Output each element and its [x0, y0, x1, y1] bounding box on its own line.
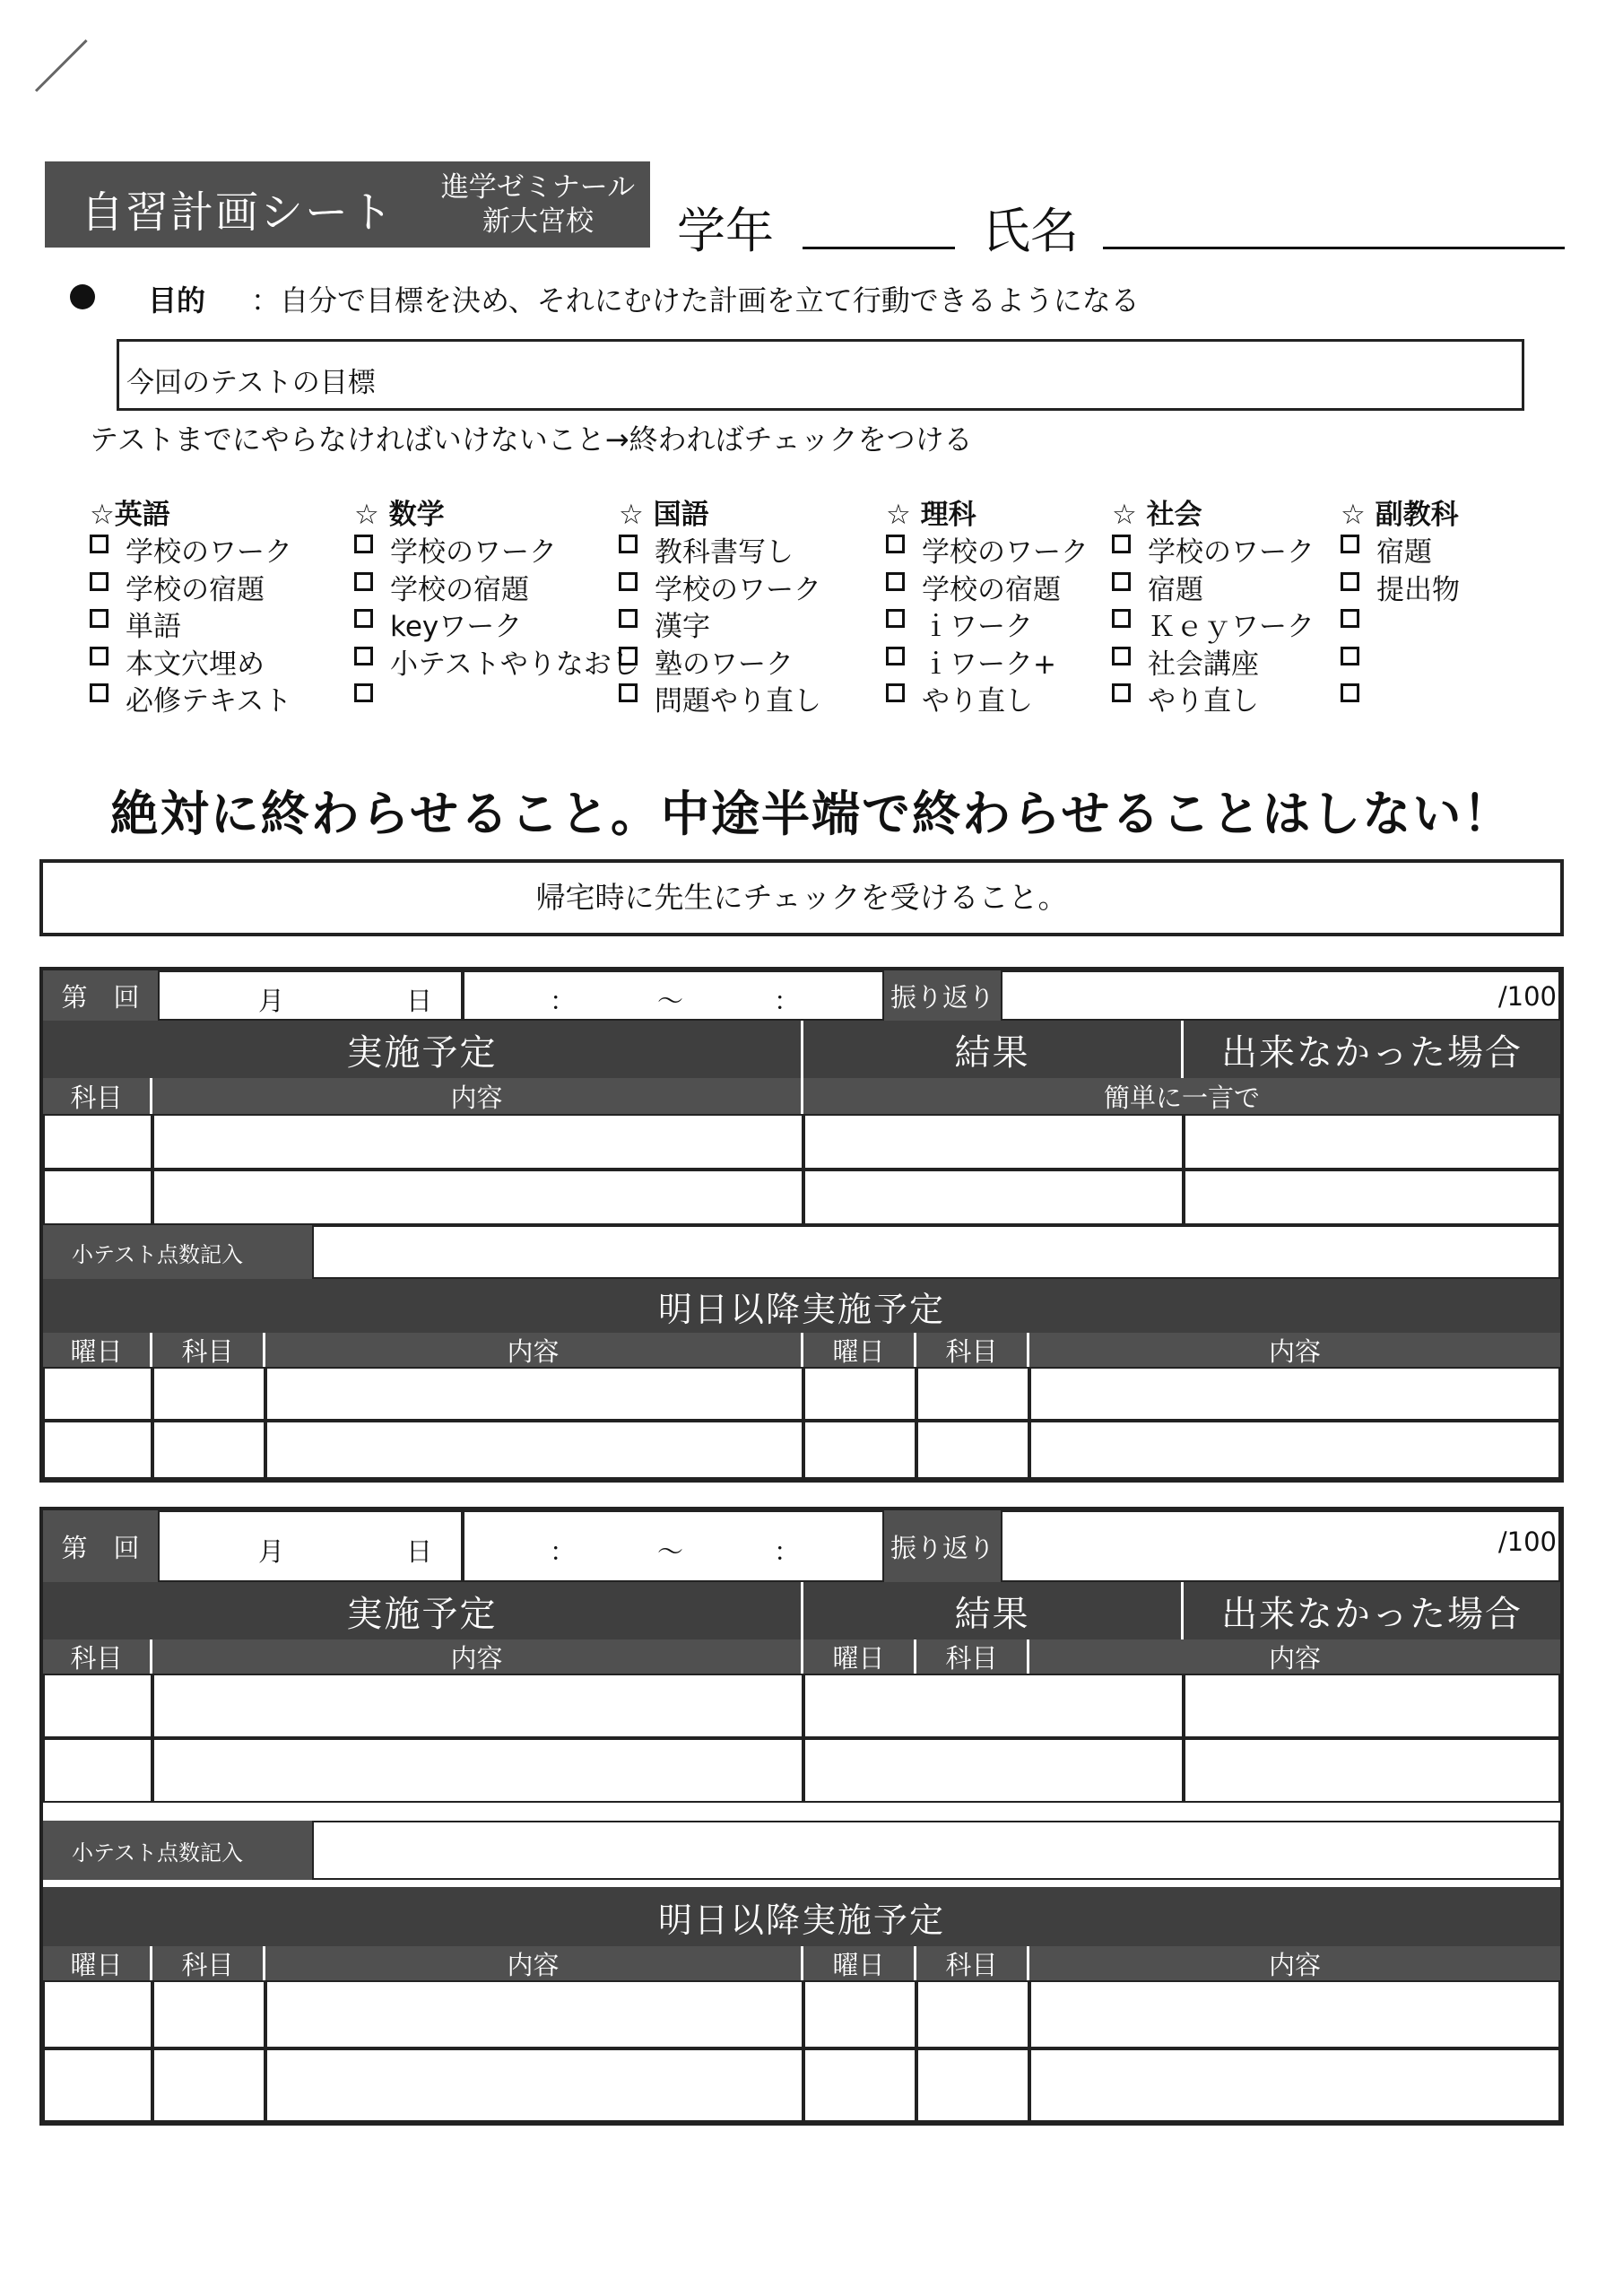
bullet-icon	[70, 284, 95, 309]
sub-subject-header: 科目	[916, 1639, 1029, 1674]
plan-header: 実施予定	[43, 1582, 803, 1639]
checkbox[interactable]	[1112, 572, 1131, 591]
quiz-score-field[interactable]	[312, 1225, 1560, 1279]
checkbox[interactable]	[1341, 535, 1359, 553]
future-plan-header: 明日以降実施予定	[43, 1279, 1560, 1333]
checklist-item[interactable]	[1112, 567, 1315, 604]
checklist-item-label: 学校のワーク	[126, 536, 292, 569]
checkbox[interactable]	[354, 609, 373, 628]
future-weekday-cell[interactable]	[43, 1367, 152, 1421]
checklist-item-label: 学校のワーク	[1148, 536, 1315, 569]
checklist-item-label: 本文穴埋め	[126, 648, 265, 681]
checklist-item[interactable]	[619, 641, 821, 679]
future-content-cell[interactable]	[1029, 1980, 1560, 2048]
failed-cell[interactable]	[1184, 1674, 1560, 1738]
review-label: 振り返り	[890, 981, 994, 1013]
checklist-item[interactable]	[90, 678, 292, 716]
month-label: 月	[258, 1536, 285, 1567]
checklist-item-label: 社会講座	[1148, 648, 1259, 681]
checklist-item-label: 漢字	[655, 611, 710, 643]
day-label: 日	[406, 986, 433, 1016]
result-cell[interactable]	[803, 1674, 1184, 1738]
school-name-line2: 新大宮校	[482, 205, 594, 238]
future-subject-cell[interactable]	[152, 1421, 265, 1479]
checklist-item-label: 必修テキスト	[126, 685, 292, 718]
result-cell[interactable]	[803, 1738, 1184, 1803]
time-tilde: ～	[657, 986, 684, 1016]
time-field[interactable]	[463, 1510, 884, 1582]
future-weekday-cell[interactable]	[803, 1421, 916, 1479]
checklist-item[interactable]	[354, 678, 639, 716]
time-sep-2: ：	[774, 986, 801, 1016]
result-cell[interactable]	[803, 1170, 1184, 1225]
weekday-col-header: 曜日	[803, 1946, 916, 1980]
checklist-item-label: やり直し	[922, 685, 1033, 718]
future-content-cell[interactable]	[1029, 1421, 1560, 1479]
subject-col-header: 科目	[43, 1078, 152, 1114]
checklist-item-label: 提出物	[1376, 573, 1460, 606]
future-content-cell[interactable]	[265, 1421, 803, 1479]
todo-instruction: テストまでにやらなければいけないこと→終わればチェックをつける	[90, 422, 973, 457]
score-max: /100	[1497, 981, 1557, 1012]
grade-field[interactable]	[803, 247, 955, 249]
checklist-item-label: 問題やり直し	[655, 685, 821, 718]
time-tilde: ～	[657, 1536, 684, 1567]
checklist-item[interactable]	[886, 641, 1089, 679]
checkbox[interactable]	[619, 647, 638, 665]
plan-subject-cell[interactable]	[43, 1738, 152, 1803]
checklist-item-label: 学校の宿題	[126, 573, 265, 606]
future-content-col-header: 内容	[1029, 1946, 1560, 1980]
checkbox[interactable]	[619, 535, 638, 553]
checkbox[interactable]	[619, 572, 638, 591]
time-field[interactable]	[463, 970, 884, 1021]
weekday-col-header: 曜日	[43, 1946, 152, 1980]
checklist-item[interactable]	[90, 567, 292, 604]
checklist-item-label: Ｋｅｙワーク	[1148, 611, 1315, 643]
slogan: 絶対に終わらせること。中途半端で終わらせることはしない！	[109, 786, 1514, 842]
sub-weekday-header: 曜日	[803, 1639, 916, 1674]
future-content-col-header: 内容	[265, 1946, 803, 1980]
failed-cell[interactable]	[1184, 1738, 1560, 1803]
checklist-subject-heading: ☆ 理科	[886, 499, 976, 531]
future-subject-cell[interactable]	[916, 1421, 1029, 1479]
plan-subject-cell[interactable]	[43, 1114, 152, 1170]
checklist-item[interactable]	[886, 567, 1089, 604]
checkbox[interactable]	[1341, 683, 1359, 702]
content-col-header: 内容	[152, 1639, 803, 1674]
month-label: 月	[258, 986, 285, 1016]
quiz-score-label: 小テスト点数記入	[43, 1225, 312, 1279]
review-score-field[interactable]	[1001, 970, 1560, 1021]
plan-content-cell[interactable]	[152, 1114, 803, 1170]
checklist-item[interactable]	[1341, 529, 1460, 567]
future-weekday-cell[interactable]	[803, 1980, 916, 2048]
checkbox[interactable]	[1341, 609, 1359, 628]
checklist-subject-heading: ☆ 数学	[354, 499, 445, 531]
checklist-column	[1341, 491, 1460, 716]
weekday-col-header: 曜日	[43, 1333, 152, 1367]
checkbox[interactable]	[886, 683, 905, 702]
checklist-item-label: 小テストやりなおし	[390, 648, 639, 681]
score-max: /100	[1497, 1526, 1557, 1557]
checklist-item-label: やり直し	[1148, 685, 1259, 718]
future-plan-header: 明日以降実施予定	[43, 1887, 1560, 1946]
checklist-item[interactable]	[619, 604, 821, 641]
failed-cell[interactable]	[1184, 1170, 1560, 1225]
checklist-item[interactable]	[619, 678, 821, 716]
checklist-item[interactable]	[1341, 604, 1460, 641]
review-score-field[interactable]	[1001, 1510, 1560, 1582]
future-subject-cell[interactable]	[152, 1367, 265, 1421]
checkbox[interactable]	[1112, 609, 1131, 628]
session-label: 第 回	[61, 1532, 140, 1563]
checkbox[interactable]	[886, 535, 905, 553]
checklist-subject-heading: ☆英語	[90, 499, 170, 531]
checklist-item[interactable]	[90, 529, 292, 567]
checklist-item-label: 学校の宿題	[390, 573, 529, 606]
future-content-cell[interactable]	[265, 1367, 803, 1421]
future-content-cell[interactable]	[1029, 2048, 1560, 2122]
session-cell	[43, 1510, 158, 1582]
checklist-item-label: 単語	[126, 611, 181, 643]
sub-right-header: 簡単に一言で	[803, 1078, 1560, 1114]
plan-subject-cell[interactable]	[43, 1170, 152, 1225]
pen-stroke-mark	[35, 39, 88, 92]
checkbox[interactable]	[354, 572, 373, 591]
future-content-col-header: 内容	[1029, 1333, 1560, 1367]
checklist-item[interactable]	[1112, 678, 1315, 716]
checklist-item[interactable]	[354, 567, 639, 604]
checklist-column	[90, 491, 292, 716]
future-weekday-cell[interactable]	[43, 1980, 152, 2048]
study-record-section-1	[39, 967, 1564, 1483]
checklist-item[interactable]	[354, 604, 639, 641]
failed-header: 出来なかった場合	[1184, 1582, 1560, 1639]
result-cell[interactable]	[803, 1114, 1184, 1170]
checkbox[interactable]	[90, 535, 108, 553]
failed-header: 出来なかった場合	[1184, 1021, 1560, 1078]
checkbox[interactable]	[354, 647, 373, 665]
checklist-column	[886, 491, 1089, 716]
time-sep-1: ：	[550, 986, 577, 1016]
checklist-item[interactable]	[1112, 641, 1315, 679]
checklist-item[interactable]	[90, 604, 292, 641]
checklist-item[interactable]	[1341, 567, 1460, 604]
checklist-item[interactable]	[619, 567, 821, 604]
review-label: 振り返り	[890, 1532, 994, 1563]
checkbox[interactable]	[886, 572, 905, 591]
checklist-item[interactable]	[886, 678, 1089, 716]
study-record-section-2	[39, 1507, 1564, 2126]
checkbox[interactable]	[354, 683, 373, 702]
quiz-score-field[interactable]	[312, 1821, 1560, 1880]
checklist-subject-heading: ☆ 国語	[619, 499, 709, 531]
session-cell	[43, 970, 158, 1021]
time-sep-1: ：	[550, 1536, 577, 1567]
future-subject-col-header: 科目	[152, 1946, 265, 1980]
checkbox[interactable]	[90, 647, 108, 665]
checkbox[interactable]	[886, 647, 905, 665]
checklist-item-label: 学校のワーク	[655, 573, 821, 606]
name-label: 氏名	[982, 203, 1079, 259]
checklist-column	[354, 491, 639, 716]
checkbox[interactable]	[1112, 535, 1131, 553]
plan-header: 実施予定	[43, 1021, 803, 1078]
future-subject-col-header: 科目	[916, 1946, 1029, 1980]
checkbox[interactable]	[886, 609, 905, 628]
content-col-header: 内容	[152, 1078, 803, 1114]
checklist-item[interactable]	[1112, 529, 1315, 567]
future-subject-col-header: 科目	[916, 1333, 1029, 1367]
sub-content-header: 内容	[1029, 1639, 1560, 1674]
weekday-col-header: 曜日	[803, 1333, 916, 1367]
checklist-item[interactable]	[354, 641, 639, 679]
checklist-item-label: ｉワーク+	[922, 648, 1056, 681]
future-subject-cell[interactable]	[916, 1367, 1029, 1421]
purpose-label: 目的	[148, 283, 206, 317]
checklist-subject-heading: ☆ 副教科	[1341, 499, 1459, 531]
checklist-item-label: 教科書写し	[655, 536, 794, 569]
checkbox[interactable]	[1341, 572, 1359, 591]
time-sep-2: ：	[774, 1536, 801, 1567]
day-label: 日	[406, 1536, 433, 1567]
checklist-item-label: 学校の宿題	[922, 573, 1061, 606]
future-content-cell[interactable]	[1029, 1367, 1560, 1421]
review-cell	[884, 1510, 1001, 1582]
checklist-item[interactable]	[1341, 678, 1460, 716]
future-subject-col-header: 科目	[152, 1333, 265, 1367]
school-name	[430, 170, 646, 239]
notice-box: 帰宅時に先生にチェックを受けること。	[39, 859, 1564, 936]
review-cell	[884, 970, 1001, 1021]
checklist-item-label: ｉワーク	[922, 611, 1033, 643]
future-subject-cell[interactable]	[152, 1980, 265, 2048]
failed-cell[interactable]	[1184, 1114, 1560, 1170]
checkbox[interactable]	[619, 609, 638, 628]
sheet-title: 自習計画シート	[81, 187, 395, 238]
checklist-item-label: 学校のワーク	[922, 536, 1089, 569]
result-header: 結果	[803, 1582, 1184, 1639]
checklist-item[interactable]	[886, 604, 1089, 641]
future-weekday-cell[interactable]	[43, 2048, 152, 2122]
date-field[interactable]	[158, 970, 463, 1021]
checkbox[interactable]	[1341, 647, 1359, 665]
plan-content-cell[interactable]	[152, 1674, 803, 1738]
checkbox[interactable]	[90, 572, 108, 591]
checklist-item-label: 学校のワーク	[390, 536, 557, 569]
date-field[interactable]	[158, 1510, 463, 1582]
future-content-col-header: 内容	[265, 1333, 803, 1367]
checklist-subject-heading: ☆ 社会	[1112, 499, 1202, 531]
header-title-box	[45, 161, 650, 248]
checklist-column	[619, 491, 821, 716]
plan-content-cell[interactable]	[152, 1738, 803, 1803]
result-header: 結果	[803, 1021, 1184, 1078]
name-field[interactable]	[1103, 247, 1565, 249]
checklist-item-label: 宿題	[1148, 573, 1203, 606]
quiz-score-label: 小テスト点数記入	[43, 1821, 312, 1880]
plan-content-cell[interactable]	[152, 1170, 803, 1225]
checklist-item-label: 宿題	[1376, 536, 1432, 569]
future-weekday-cell[interactable]	[803, 1367, 916, 1421]
future-subject-cell[interactable]	[152, 2048, 265, 2122]
checkbox[interactable]	[619, 683, 638, 702]
grade-label: 学年	[677, 203, 774, 259]
future-weekday-cell[interactable]	[43, 1421, 152, 1479]
future-subject-cell[interactable]	[916, 1980, 1029, 2048]
test-goal-label: 今回のテストの目標	[126, 367, 376, 399]
plan-subject-cell[interactable]	[43, 1674, 152, 1738]
checkbox[interactable]	[1112, 683, 1131, 702]
checklist-item[interactable]	[354, 529, 639, 567]
checklist-item[interactable]	[619, 529, 821, 567]
future-content-cell[interactable]	[265, 2048, 803, 2122]
checklist-item[interactable]	[886, 529, 1089, 567]
checklist-item-label: keyワーク	[390, 611, 523, 643]
checklist-item[interactable]	[1341, 641, 1460, 679]
subject-col-header: 科目	[43, 1639, 152, 1674]
checkbox[interactable]	[354, 535, 373, 553]
checklist-item-label: 塾のワーク	[655, 648, 794, 681]
checkbox[interactable]	[90, 609, 108, 628]
checklist-item[interactable]	[90, 641, 292, 679]
future-weekday-cell[interactable]	[803, 2048, 916, 2122]
purpose-text: ：自分で目標を決め、それにむけた計画を立て行動できるようになる	[251, 283, 1140, 317]
checkbox[interactable]	[90, 683, 108, 702]
checklist-item[interactable]	[1112, 604, 1315, 641]
future-content-cell[interactable]	[265, 1980, 803, 2048]
session-label: 第 回	[61, 981, 140, 1013]
future-subject-cell[interactable]	[916, 2048, 1029, 2122]
checklist-column	[1112, 491, 1315, 716]
school-name-line1: 進学ゼミナール	[440, 171, 636, 204]
checkbox[interactable]	[1112, 647, 1131, 665]
test-goal-box[interactable]	[117, 339, 1524, 411]
